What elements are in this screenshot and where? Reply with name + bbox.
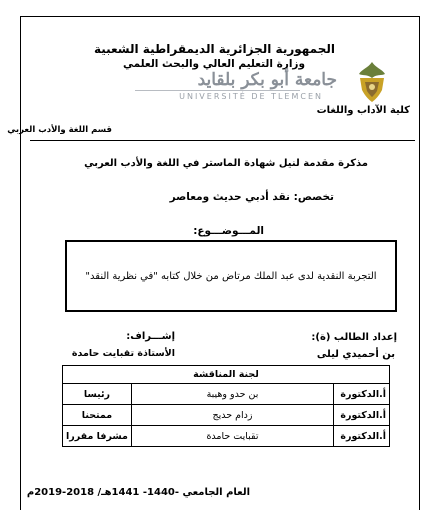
- student-name: بن أحميدي ليلى: [316, 349, 395, 360]
- university-logo: [95, 70, 345, 110]
- logo-divider: [135, 90, 300, 91]
- memo-title: مذكرة مقدمة لنيل شهادة الماستر في اللغة والأدب العربي: [84, 158, 368, 169]
- subject-box: [65, 240, 397, 312]
- table-row: [63, 384, 390, 405]
- supervisor-label: إشـــراف:: [126, 331, 175, 342]
- specialty: تخصص: نقد أدبي حديث ومعاصر: [169, 191, 334, 203]
- university-emblem-icon: [355, 60, 389, 104]
- member-status: مشرفا مقررا: [63, 426, 132, 447]
- divider-top: [30, 140, 415, 141]
- republic-title: الجمهورية الجزائرية الديمقراطية الشعبية: [93, 42, 335, 56]
- committee-table: [62, 365, 390, 447]
- member-name: زدام حديج: [131, 405, 333, 426]
- table-row: [63, 366, 390, 384]
- student-label: إعداد الطالب (ة):: [311, 332, 397, 343]
- academic-year: العام الجامعي -1440- 1441هـ/ 2018-2019م: [26, 487, 250, 498]
- member-name: تقبايت حامدة: [131, 426, 333, 447]
- member-role: أ.الدكتورة: [334, 426, 390, 447]
- table-row: [63, 405, 390, 426]
- logo-french-text: UNIVERSITÉ DE TLEMCEN: [179, 92, 323, 101]
- committee-title: لجنة المناقشة: [63, 366, 390, 384]
- department-name: قسم اللغة والأدب العربي: [7, 125, 112, 135]
- table-row: [63, 426, 390, 447]
- member-role: أ.الدكتورة: [334, 405, 390, 426]
- faculty-name: كلية الآداب واللغات: [316, 105, 410, 116]
- subject-label: المـــوضـــوع:: [193, 225, 264, 237]
- member-name: بن حدو وهيبة: [131, 384, 333, 405]
- subject-title: التجربة النقدية لدى عبد الملك مرتاض من خلال كتابه "في نظرية النقد": [85, 271, 377, 282]
- member-status: رئيسا: [63, 384, 132, 405]
- supervisor-name: الأستاذة تقبايت حامدة: [71, 348, 175, 359]
- member-role: أ.الدكتورة: [334, 384, 390, 405]
- logo-arabic-text: جامعة أبو بكر بلقايد: [197, 70, 337, 90]
- ministry-title: وزارة التعليم العالي والبحث العلمي: [122, 58, 305, 70]
- member-status: ممتحنا: [63, 405, 132, 426]
